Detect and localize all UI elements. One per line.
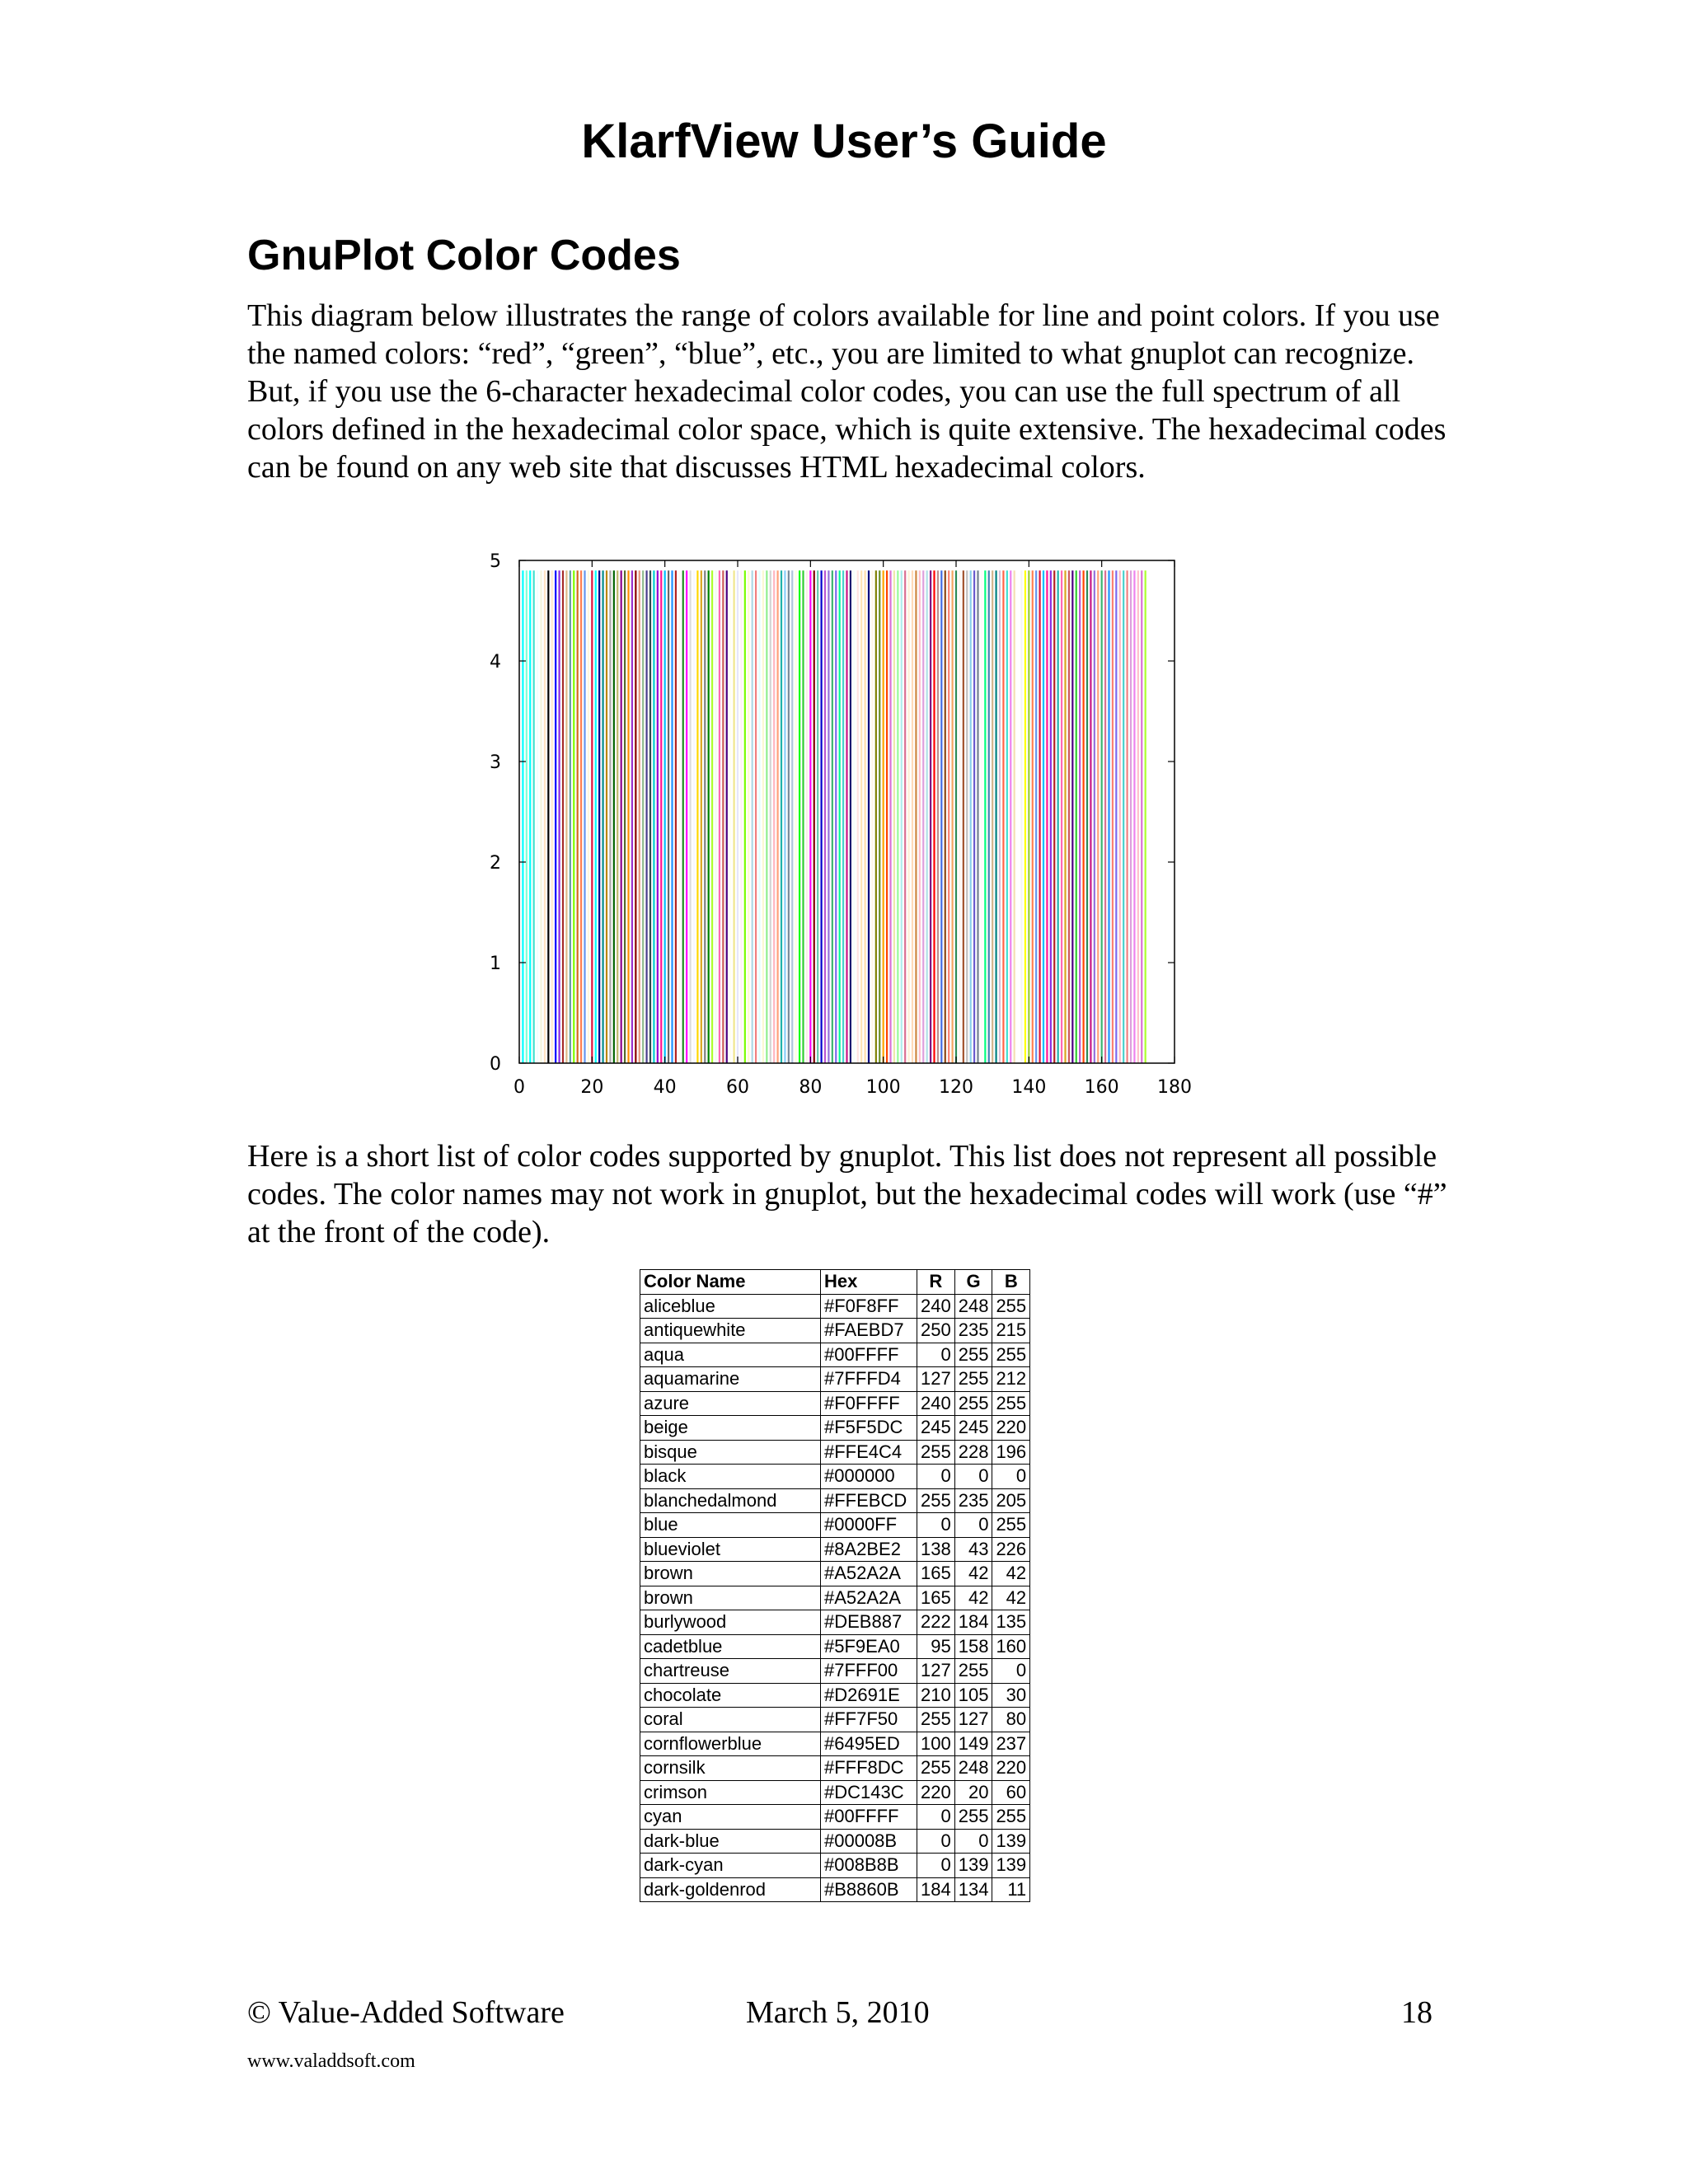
cell-color-name: dark-blue — [640, 1829, 821, 1854]
table-row — [640, 1877, 1030, 1902]
cell-hex: #FFEBCD — [821, 1488, 917, 1513]
cell-r: 220 — [917, 1780, 955, 1805]
cell-g: 235 — [954, 1319, 992, 1343]
table-row — [640, 1708, 1030, 1732]
cell-r: 184 — [917, 1877, 955, 1902]
cell-b: 215 — [992, 1319, 1030, 1343]
cell-b: 139 — [992, 1829, 1030, 1854]
cell-g: 134 — [954, 1877, 992, 1902]
cell-b: 139 — [992, 1854, 1030, 1878]
cell-color-name: coral — [640, 1708, 821, 1732]
color-table-wrap — [640, 1269, 1030, 1902]
footer-page-number: 18 — [1401, 1995, 1432, 2030]
table-row — [640, 1488, 1030, 1513]
cell-color-name: dark-cyan — [640, 1854, 821, 1878]
color-lines-chart — [470, 548, 1228, 1125]
y-tick-label: 4 — [490, 652, 501, 673]
cell-hex: #A52A2A — [821, 1586, 917, 1610]
cell-hex: #A52A2A — [821, 1562, 917, 1586]
cell-color-name: cornflowerblue — [640, 1732, 821, 1756]
table-row — [640, 1805, 1030, 1830]
cell-hex: #0000FF — [821, 1513, 917, 1538]
cell-hex: #FFF8DC — [821, 1756, 917, 1781]
table-row — [640, 1610, 1030, 1635]
cell-color-name: aquamarine — [640, 1367, 821, 1392]
color-table-body — [640, 1294, 1030, 1902]
cell-r: 165 — [917, 1562, 955, 1586]
x-tick-label: 0 — [513, 1077, 525, 1098]
table-row — [640, 1732, 1030, 1756]
cell-b: 0 — [992, 1659, 1030, 1684]
x-tick-label: 140 — [1011, 1077, 1047, 1098]
cell-g: 42 — [954, 1562, 992, 1586]
y-tick-label: 2 — [490, 853, 501, 874]
cell-r: 0 — [917, 1343, 955, 1367]
cell-g: 255 — [954, 1343, 992, 1367]
cell-color-name: bisque — [640, 1440, 821, 1465]
table-row — [640, 1391, 1030, 1416]
x-tick-label: 180 — [1157, 1077, 1192, 1098]
cell-b: 255 — [992, 1513, 1030, 1538]
cell-color-name: brown — [640, 1586, 821, 1610]
y-tick-label: 0 — [490, 1054, 501, 1075]
cell-g: 105 — [954, 1683, 992, 1708]
cell-b: 160 — [992, 1634, 1030, 1659]
y-tick-labels — [490, 551, 501, 1075]
cell-color-name: chartreuse — [640, 1659, 821, 1684]
cell-hex: #FF7F50 — [821, 1708, 917, 1732]
cell-color-name: chocolate — [640, 1683, 821, 1708]
cell-g: 0 — [954, 1513, 992, 1538]
cell-g: 127 — [954, 1708, 992, 1732]
cell-color-name: aliceblue — [640, 1294, 821, 1319]
table-row — [640, 1465, 1030, 1489]
cell-hex: #000000 — [821, 1465, 917, 1489]
color-table — [640, 1269, 1030, 1902]
cell-b: 11 — [992, 1877, 1030, 1902]
table-row — [640, 1562, 1030, 1586]
cell-r: 250 — [917, 1319, 955, 1343]
cell-color-name: aqua — [640, 1343, 821, 1367]
cell-color-name: blueviolet — [640, 1537, 821, 1562]
cell-color-name: burlywood — [640, 1610, 821, 1635]
cell-g: 20 — [954, 1780, 992, 1805]
cell-g: 255 — [954, 1391, 992, 1416]
cell-r: 222 — [917, 1610, 955, 1635]
cell-hex: #FFE4C4 — [821, 1440, 917, 1465]
table-row — [640, 1634, 1030, 1659]
cell-hex: #00008B — [821, 1829, 917, 1854]
cell-r: 255 — [917, 1708, 955, 1732]
table-row — [640, 1343, 1030, 1367]
cell-g: 0 — [954, 1829, 992, 1854]
y-tick-label: 5 — [490, 551, 501, 572]
footer-copyright: © Value-Added Software — [247, 1995, 565, 2030]
footer-date: March 5, 2010 — [746, 1995, 930, 2030]
cell-hex: #00FFFF — [821, 1805, 917, 1830]
cell-r: 255 — [917, 1488, 955, 1513]
cell-color-name: blanchedalmond — [640, 1488, 821, 1513]
table-row — [640, 1829, 1030, 1854]
cell-g: 228 — [954, 1440, 992, 1465]
cell-r: 0 — [917, 1829, 955, 1854]
cell-r: 127 — [917, 1659, 955, 1684]
cell-b: 212 — [992, 1367, 1030, 1392]
cell-hex: #008B8B — [821, 1854, 917, 1878]
x-tick-label: 160 — [1084, 1077, 1119, 1098]
table-row — [640, 1513, 1030, 1538]
table-row — [640, 1319, 1030, 1343]
cell-b: 255 — [992, 1294, 1030, 1319]
cell-g: 255 — [954, 1805, 992, 1830]
cell-hex: #8A2BE2 — [821, 1537, 917, 1562]
cell-g: 184 — [954, 1610, 992, 1635]
cell-b: 255 — [992, 1391, 1030, 1416]
cell-b: 220 — [992, 1756, 1030, 1781]
cell-g: 255 — [954, 1367, 992, 1392]
intro-paragraph: This diagram below illustrates the range of colors available for line and point colors. If you use the named colors: “red”, “green”, “blue”, etc., you are limited to what gnuplot can recognize. But, if you use the 6-character hexadecimal color codes, you can use the full spectrum of all colors defined in the hexadecimal color space, which is quite extensive. The hexadecimal codes can be found on any web site that discusses HTML hexadecimal colors. — [247, 298, 1447, 485]
cell-r: 95 — [917, 1634, 955, 1659]
x-tick-label: 60 — [726, 1077, 749, 1098]
cell-color-name: crimson — [640, 1780, 821, 1805]
cell-color-name: cornsilk — [640, 1756, 821, 1781]
col-header-b: B — [992, 1270, 1030, 1295]
cell-b: 42 — [992, 1586, 1030, 1610]
col-header-hex: Hex — [821, 1270, 917, 1295]
y-tick-label: 3 — [490, 752, 501, 773]
cell-r: 0 — [917, 1805, 955, 1830]
cell-g: 0 — [954, 1465, 992, 1489]
cell-r: 245 — [917, 1416, 955, 1441]
x-tick-label: 120 — [939, 1077, 973, 1098]
cell-g: 255 — [954, 1659, 992, 1684]
cell-b: 220 — [992, 1416, 1030, 1441]
cell-hex: #FAEBD7 — [821, 1319, 917, 1343]
cell-g: 158 — [954, 1634, 992, 1659]
table-header-row — [640, 1270, 1030, 1295]
x-tick-label: 20 — [580, 1077, 604, 1098]
cell-hex: #F5F5DC — [821, 1416, 917, 1441]
section-title: GnuPlot Color Codes — [247, 232, 681, 279]
col-header-r: R — [917, 1270, 955, 1295]
table-row — [640, 1586, 1030, 1610]
cell-r: 255 — [917, 1756, 955, 1781]
cell-r: 0 — [917, 1854, 955, 1878]
x-tick-labels — [513, 1077, 1192, 1098]
table-row — [640, 1780, 1030, 1805]
table-row — [640, 1440, 1030, 1465]
cell-r: 165 — [917, 1586, 955, 1610]
cell-hex: #6495ED — [821, 1732, 917, 1756]
cell-r: 0 — [917, 1513, 955, 1538]
table-row — [640, 1537, 1030, 1562]
cell-b: 135 — [992, 1610, 1030, 1635]
x-tick-label: 80 — [799, 1077, 823, 1098]
cell-color-name: dark-goldenrod — [640, 1877, 821, 1902]
list-intro-paragraph: Here is a short list of color codes supported by gnuplot. This list does not represent all possible codes. The color names may not work in gnuplot, but the hexadecimal codes will work (use “#” at the front of the code). — [247, 1139, 1447, 1249]
table-row — [640, 1756, 1030, 1781]
cell-hex: #7FFF00 — [821, 1659, 917, 1684]
cell-b: 30 — [992, 1683, 1030, 1708]
cell-b: 42 — [992, 1562, 1030, 1586]
cell-hex: #DEB887 — [821, 1610, 917, 1635]
cell-hex: #D2691E — [821, 1683, 917, 1708]
cell-g: 248 — [954, 1756, 992, 1781]
cell-b: 196 — [992, 1440, 1030, 1465]
cell-hex: #00FFFF — [821, 1343, 917, 1367]
cell-r: 210 — [917, 1683, 955, 1708]
cell-b: 80 — [992, 1708, 1030, 1732]
table-row — [640, 1294, 1030, 1319]
col-header-name: Color Name — [640, 1270, 821, 1295]
cell-r: 138 — [917, 1537, 955, 1562]
plot-lines — [523, 570, 1145, 1063]
table-row — [640, 1683, 1030, 1708]
table-row — [640, 1367, 1030, 1392]
cell-hex: #5F9EA0 — [821, 1634, 917, 1659]
cell-g: 42 — [954, 1586, 992, 1610]
cell-hex: #DC143C — [821, 1780, 917, 1805]
cell-color-name: antiquewhite — [640, 1319, 821, 1343]
cell-r: 0 — [917, 1465, 955, 1489]
x-tick-label: 40 — [653, 1077, 677, 1098]
cell-b: 205 — [992, 1488, 1030, 1513]
cell-hex: #F0FFFF — [821, 1391, 917, 1416]
y-tick-label: 1 — [490, 954, 501, 974]
cell-r: 240 — [917, 1294, 955, 1319]
cell-color-name: azure — [640, 1391, 821, 1416]
col-header-g: G — [954, 1270, 992, 1295]
table-row — [640, 1854, 1030, 1878]
cell-hex: #7FFFD4 — [821, 1367, 917, 1392]
cell-color-name: blue — [640, 1513, 821, 1538]
cell-b: 237 — [992, 1732, 1030, 1756]
chart-svg — [470, 548, 1228, 1125]
cell-b: 60 — [992, 1780, 1030, 1805]
cell-g: 43 — [954, 1537, 992, 1562]
cell-g: 245 — [954, 1416, 992, 1441]
table-row — [640, 1659, 1030, 1684]
cell-g: 139 — [954, 1854, 992, 1878]
cell-color-name: cyan — [640, 1805, 821, 1830]
cell-color-name: cadetblue — [640, 1634, 821, 1659]
cell-b: 0 — [992, 1465, 1030, 1489]
footer-url: www.valaddsoft.com — [247, 2050, 415, 2072]
cell-r: 240 — [917, 1391, 955, 1416]
cell-color-name: beige — [640, 1416, 821, 1441]
cell-g: 248 — [954, 1294, 992, 1319]
table-row — [640, 1416, 1030, 1441]
x-tick-label: 100 — [865, 1077, 901, 1098]
cell-hex: #B8860B — [821, 1877, 917, 1902]
cell-r: 100 — [917, 1732, 955, 1756]
cell-b: 226 — [992, 1537, 1030, 1562]
cell-hex: #F0F8FF — [821, 1294, 917, 1319]
cell-color-name: brown — [640, 1562, 821, 1586]
cell-r: 127 — [917, 1367, 955, 1392]
document-title: KlarfView User’s Guide — [581, 115, 1107, 168]
cell-b: 255 — [992, 1343, 1030, 1367]
cell-g: 149 — [954, 1732, 992, 1756]
cell-g: 235 — [954, 1488, 992, 1513]
cell-r: 255 — [917, 1440, 955, 1465]
cell-b: 255 — [992, 1805, 1030, 1830]
cell-color-name: black — [640, 1465, 821, 1489]
